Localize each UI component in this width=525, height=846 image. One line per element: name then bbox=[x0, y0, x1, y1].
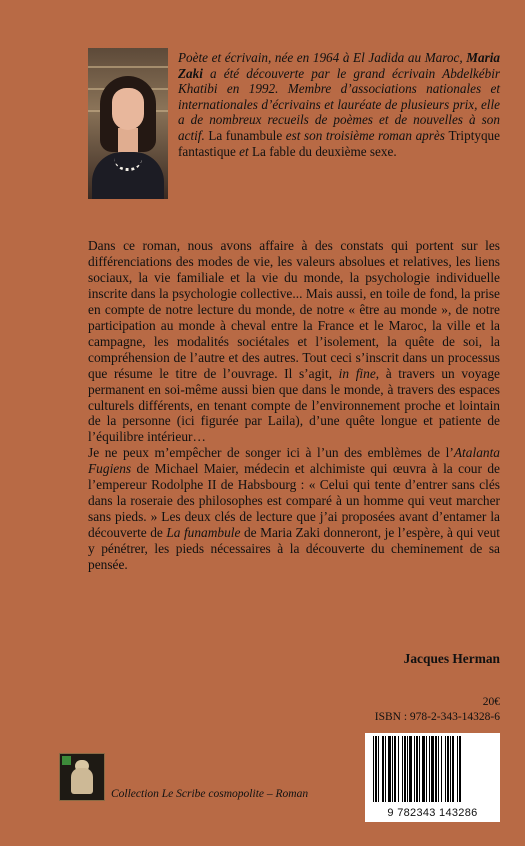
price: 20€ bbox=[482, 696, 500, 708]
publisher-logo-icon bbox=[59, 753, 105, 801]
main-text bbox=[88, 238, 500, 573]
barcode-bar bbox=[452, 736, 454, 802]
barcode-bar bbox=[382, 736, 384, 802]
barcode-bar bbox=[398, 736, 399, 802]
main-paragraph bbox=[88, 238, 500, 445]
text-segment: Atalanta Fugiens bbox=[88, 445, 500, 477]
barcode-bar bbox=[409, 736, 412, 802]
text-segment: La funambule bbox=[166, 525, 241, 541]
barcode-bar bbox=[402, 736, 403, 802]
barcode-bar bbox=[445, 736, 446, 802]
text-segment: et bbox=[235, 143, 252, 159]
barcode-digits: 9 782343 143286 bbox=[387, 807, 478, 819]
barcode-bar bbox=[388, 736, 391, 802]
barcode-bar bbox=[404, 736, 406, 802]
barcode-bar bbox=[429, 736, 430, 802]
text-segment: La funambule bbox=[208, 127, 283, 143]
main-paragraph bbox=[88, 445, 500, 573]
barcode-bar bbox=[431, 736, 434, 802]
barcode-bar bbox=[450, 736, 451, 802]
barcode-bar bbox=[435, 736, 437, 802]
barcode-bar bbox=[459, 736, 461, 802]
text-segment: , à travers un voyage permanent en soi-même aussi bien que dans le monde, à travers des espaces culturels différents, en tenant compte de l’environnement proche et lointain de la personne (ici figurée par Laila), d’une quête longue et patiente de l’équilibre intérieur… bbox=[88, 365, 500, 445]
author-bio bbox=[178, 50, 500, 159]
collection-name: Collection Le Scribe cosmopolite – Roman bbox=[111, 788, 309, 800]
barcode-bar bbox=[416, 736, 418, 802]
text-segment: Maria Zaki bbox=[178, 50, 500, 81]
barcode-bar bbox=[392, 736, 393, 802]
barcode bbox=[365, 733, 500, 822]
barcode-bar bbox=[438, 736, 439, 802]
barcode-bar bbox=[378, 736, 379, 802]
barcode-bar bbox=[447, 736, 449, 802]
text-segment: est son troisième roman après bbox=[282, 127, 449, 143]
author-photo bbox=[88, 48, 168, 199]
barcode-bar bbox=[419, 736, 420, 802]
text-segment: de Michael Maier, médecin et alchimiste qui œuvra à la cour de l’empereur Rodolphe II de Habsbourg : « Celui qui tente d’entrer sans clés dans la roseraie des philosophes est comparé à un homme qui veut marcher sans pieds. » Les deux clés de lecture que j’ai proposées avant d’entamer la découverte de bbox=[88, 461, 500, 541]
text-segment: in fine bbox=[338, 365, 376, 381]
text-segment: a été découverte par le grand écrivain Abdelkébir Khatibi en 1992. Membre d’associations nationales et internationales d’écrivains et lauréate de plusieurs prix, elle a de nombreux recueils de poèmes et de nouvelles à son actif. bbox=[178, 65, 500, 143]
barcode-bar bbox=[457, 736, 458, 802]
text-segment: Je ne peux m’empêcher de songer ici à l’un des emblèmes de l’ bbox=[88, 445, 454, 461]
text-segment: de Maria Zaki donneront, je l’espère, à qui veut y pénétrer, les pieds nécessaires à la découverte du cheminement de sa pensée. bbox=[88, 525, 501, 573]
barcode-bar bbox=[441, 736, 442, 802]
barcode-bar bbox=[375, 736, 377, 802]
text-segment: Poète et écrivain, née en 1964 à El Jadida au Maroc, bbox=[178, 50, 467, 65]
text-segment: Triptyque fantastique bbox=[178, 127, 500, 159]
barcode-bar bbox=[394, 736, 396, 802]
text-segment: Dans ce roman, nous avons affaire à des constats qui portent sur les différenciations des modes de vie, les valeurs absolues et relatives, les liens sociaux, la vie familiale et la vie du monde, la psychologie individuelle inscrite dans la psychologie collective... Mais aussi, en toile de fond, la prise en compte de notre lecture du monde, de notre « être au monde », de notre participation au monde à cheval entre la France et le Maroc, la ville et la campagne, les modalités sociétales et l’isolement, la quête de soi, la compréhension de l’autre et des autres. Tout ceci s’inscrit dans un processus que résume le titre de l’ouvrage. Il s’agit, bbox=[88, 238, 500, 381]
barcode-bar bbox=[414, 736, 415, 802]
signature: Jacques Herman bbox=[403, 651, 500, 666]
barcode-bar bbox=[422, 736, 425, 802]
barcode-bar bbox=[385, 736, 386, 802]
barcode-bar bbox=[426, 736, 427, 802]
barcode-bar bbox=[407, 736, 408, 802]
text-segment: La fable du deuxième sexe. bbox=[251, 143, 397, 159]
barcode-bar bbox=[373, 736, 374, 802]
isbn: ISBN : 978-2-343-14328-6 bbox=[374, 711, 500, 723]
